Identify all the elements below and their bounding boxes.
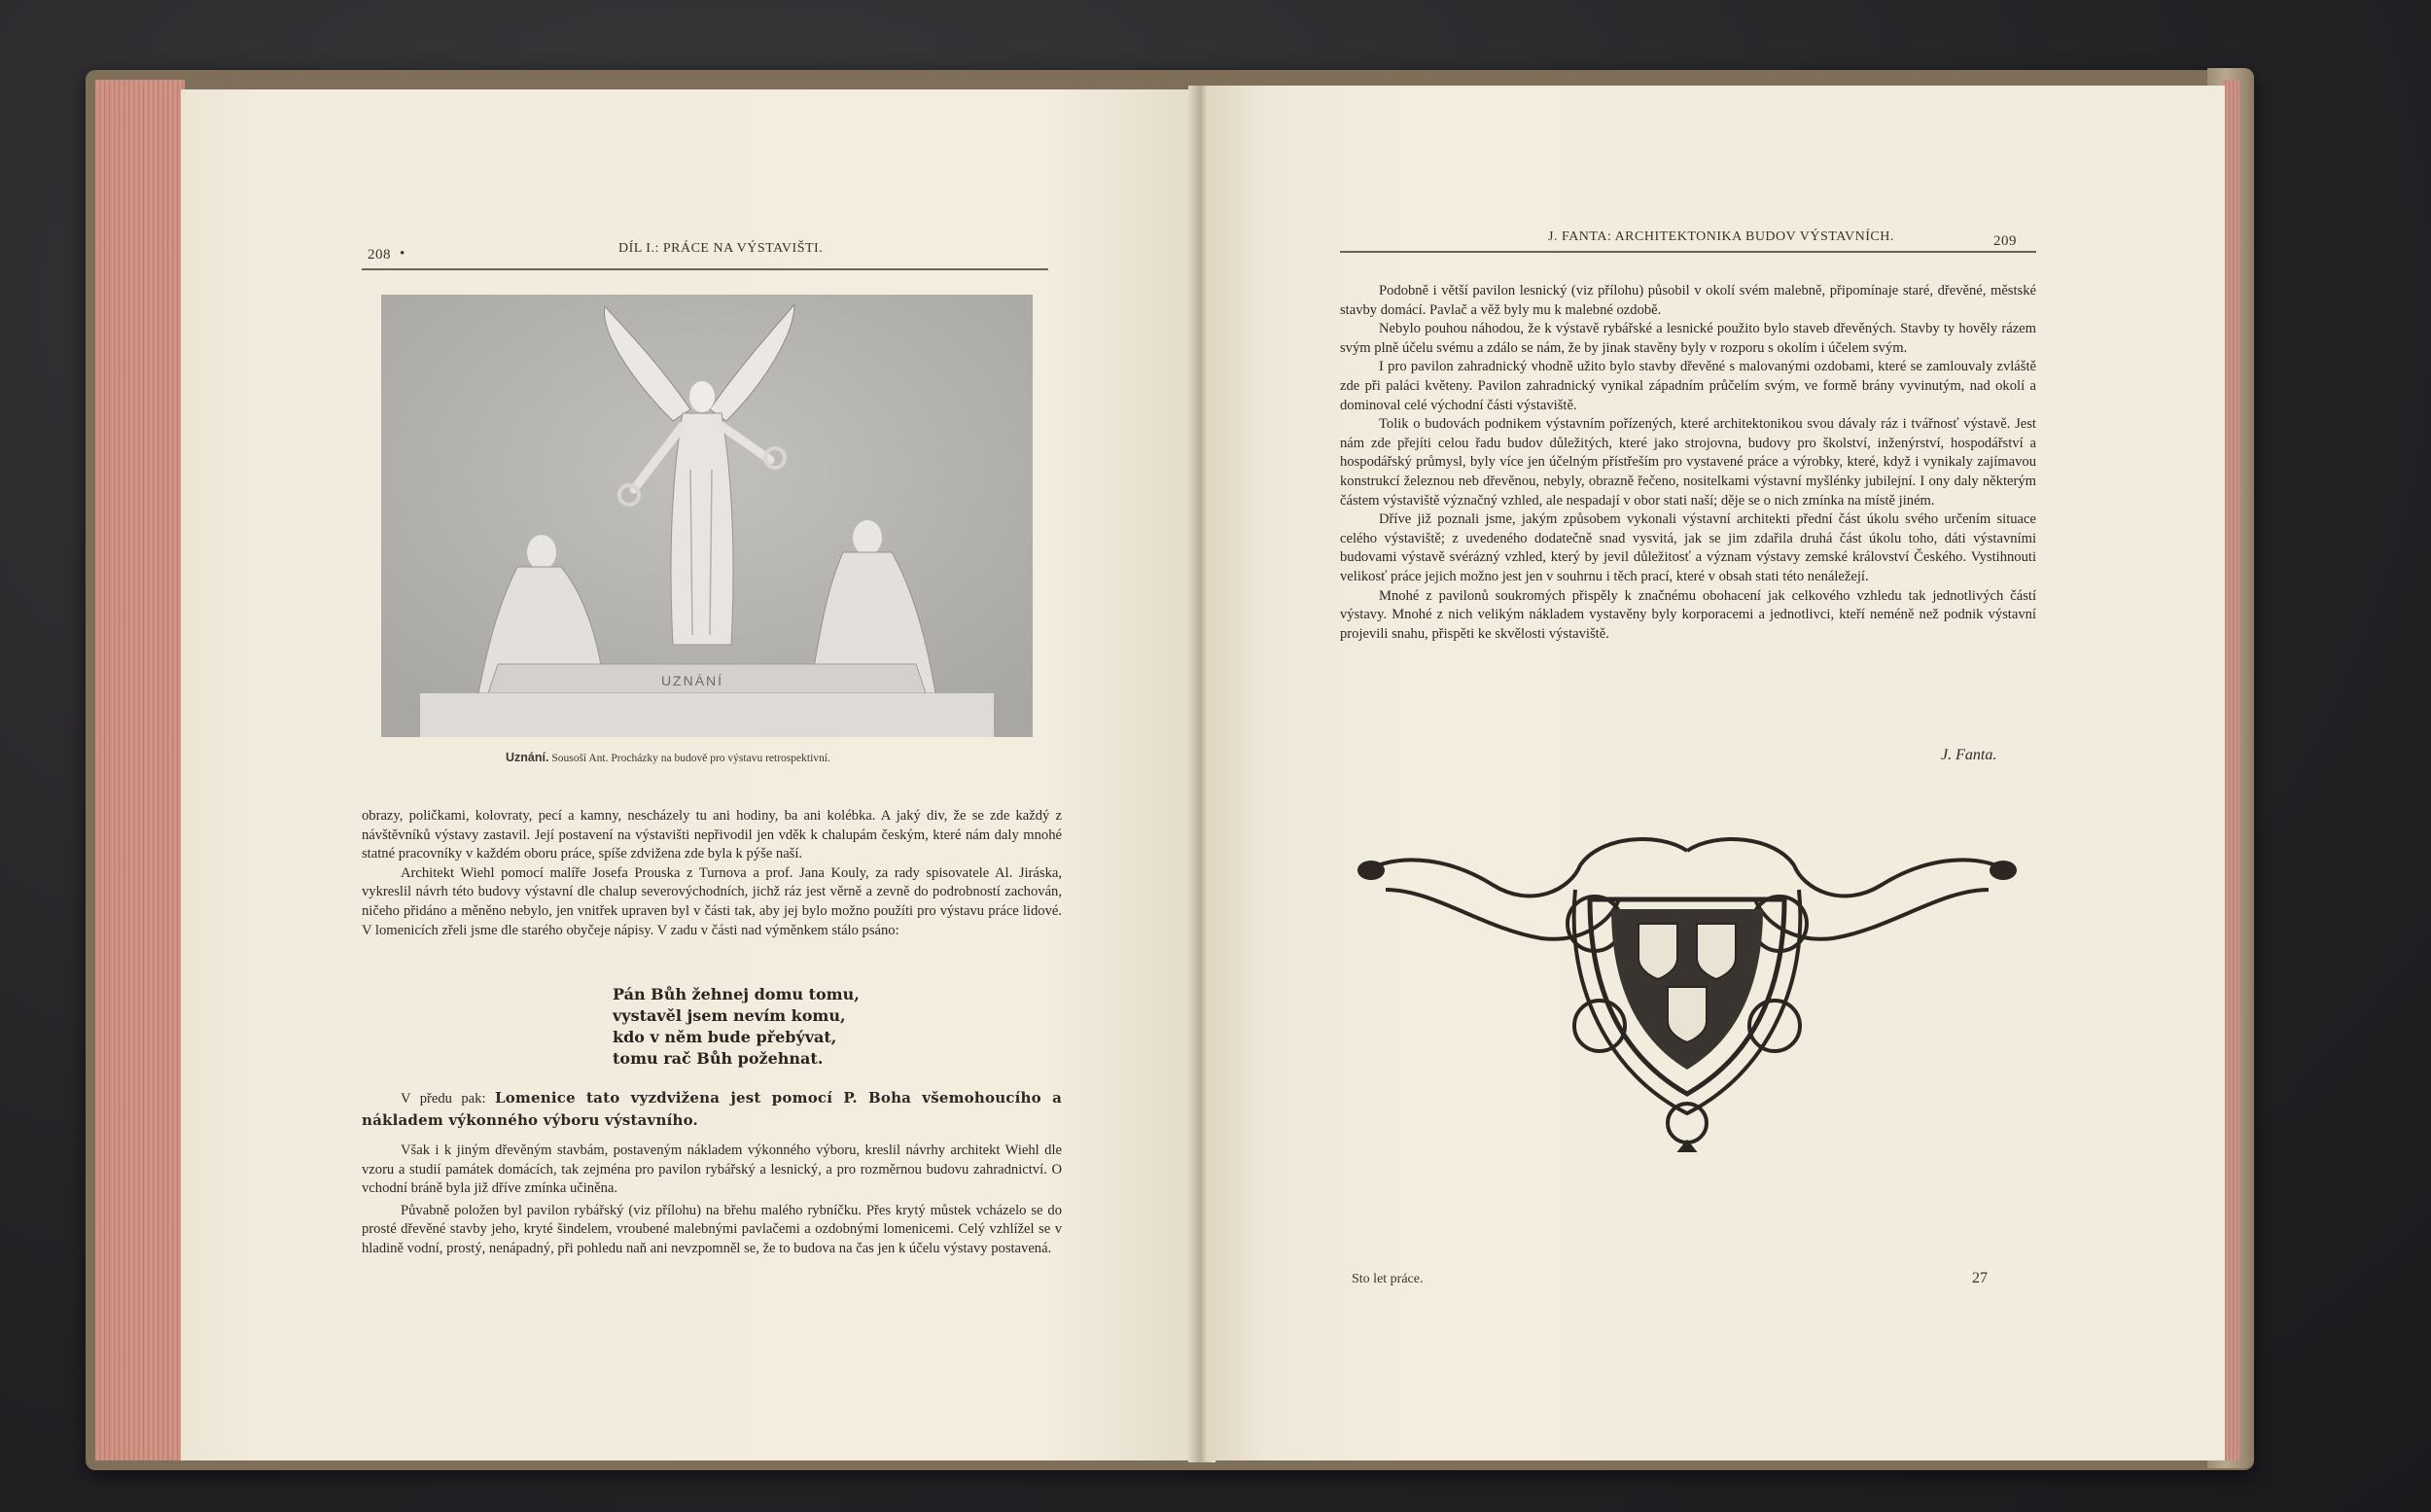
right-paragraph-4: Tolik o budovách podnikem výstavním pořízených, které architektonikou svou dávaly ráz i tvářnosť výstavě. Jest nám zde přejíti celou řadu budov důležitých, které jako strojovna, budovy pro školství, inženýrství, hospodářství a hospodářský průmysl, byly více jen účelným přístřeším pro vystavené práce a výrobky, které, když i vynikaly zajímavou konstrukcí železnou neb dřevěnou, nebyly, obrazně řečeno, nositelkami výstavní myšlénky jubilejní. I ony daly některým částem výstaviště význačný vzhled, ale nespadají v obor stati naší; děje se o nich zmínka na místě jiném. — [1340, 416, 2036, 509]
right-paragraph-5: Dříve již poznali jsme, jakým způsobem vykonali výstavní architekti přední část úkolu svého určením situace celého výstaviště; z uvedeného dodatečně snad vysvitá, jak se jim zdařila druhá část úkolu toho, dáti výstavními budovami výstavě svérázný vzhled, který by jevil důležitosť a význam výstavy zemské království Českého. Vystihnouti velikosť práce jejich možno jest jen v souhrnu i těch prací, které v obsah stati této nenáležejí. — [1340, 511, 2036, 584]
right-paragraph-1: Podobně i větší pavilon lesnický (viz přílohu) působil v okolí svém malebně, připomínaje staré, dřevěné, městské stavby domácí. Pavlač a věž byly mu k malebné ozdobě. — [1340, 283, 2036, 318]
left-header-rule — [362, 268, 1048, 270]
left-text-block-2 — [362, 1142, 1062, 1259]
author-signature: J. Fanta. — [1941, 747, 1997, 763]
left-paragraph-1: obrazy, poličkami, kolovraty, pecí a kamny, nescházely tu ani hodiny, ba ani kolébka. A jaký div, že se zde každý z návštěvníků výstavy zastavil. Její postavení na výstavišti nepřivodil jen vděk k chalupám českým, které nám daly mnohé statné pracovníky v každém oboru práce, spíše zdvižena zde byla k pýše naší. — [362, 808, 1062, 862]
front-lead: V předu pak: — [401, 1091, 486, 1107]
front-inscription-block — [362, 1087, 1062, 1132]
heraldic-ornament — [1347, 831, 2027, 1152]
verse-line-4: tomu rač Bůh požehnat. — [613, 1049, 824, 1068]
right-page-number: 209 — [1993, 233, 2017, 249]
right-running-head: J. FANTA: ARCHITEKTONIKA BUDOV VÝSTAVNÍCH. — [1548, 229, 1894, 244]
left-text-block-1 — [362, 807, 1062, 940]
left-paragraph-4: Půvabně položen byl pavilon rybářský (viz přílohu) na břehu malého rybníčku. Přes krytý můstek vcházelo se do prosté dřevěné stavby jeho, kryté šindelem, vroubené malebnými pavlačemi a ozdobnými lomenicemi. Celý vzhlížel se v hladině vodní, prostý, nenápadný, při pohledu naň ani nevzpomněl se, že to budova na čas jen k účelu výstavy postavená. — [362, 1202, 1062, 1256]
right-paragraph-3: I pro pavilon zahradnický vhodně užito bylo stavby dřevěné s malovanými ozdobami, které se zamlouvaly zvláště zde při paláci květeny. Pavilon zahradnický vynikal západním průčelím svým, ve formě brány vyvinutým, nad okolí a dominoval celé východní části výstaviště. — [1340, 359, 2036, 413]
verse-line-1: Pán Bůh žehnej domu tomu, — [613, 985, 860, 1003]
left-paragraph-3: Však i k jiným dřevěným stavbám, postaveným nákladem výkonného výboru, kreslil návrhy architekt Wiehl dle vzoru a studií památek domácích, tak zejména pro pavilon rybářský a lesnický, a pro rozměrnou budovu zahradnictví. O vchodní bráně byla již dříve zmínka učiněna. — [362, 1143, 1062, 1197]
right-text-block — [1340, 282, 2036, 644]
left-running-head: DÍL I.: PRÁCE NA VÝSTAVIŠTI. — [618, 241, 824, 256]
verse-line-3: kdo v něm bude přebývat, — [613, 1028, 837, 1046]
right-header-rule — [1340, 251, 2036, 253]
right-paragraph-6: Mnohé z pavilonů soukromých přispěly k značnému obohacení jak celkového vzhledu tak jednotlivých částí výstavy. Mnohé z nich velikým nákladem vystavěny byly korporacemi a jednotlivci, kteří neméně než podnik výstavní projevili snahu, přispěti ke skvělosti výstaviště. — [1340, 587, 2036, 642]
gable-verse — [613, 984, 860, 1070]
plinth-inscription: UZNÁNÍ — [660, 673, 724, 688]
right-paragraph-2: Nebylo pouhou náhodou, že k výstavě rybářské a lesnické použito bylo staveb dřevěných. Stavby ty hověly rázem svým plně účelu svému a zdálo se nám, že by jinak stavěny byly v rozporu s okolím i účelem svým. — [1340, 321, 2036, 356]
page-block-edge-left — [95, 80, 185, 1460]
left-paragraph-2: Architekt Wiehl pomocí malíře Josefa Prouska z Turnova a prof. Jana Kouly, za rady spisovatele Al. Jiráska, vykreslil návrh této budovy výstavní dle chalup severovýchodních, jichž ráz jest věrně a zevně do podrobností zachován, ničeho přidáno a měněno nebylo, jen vnitřek upraven byl v části tak, aby jej bylo možno použíti pro výstavu práce lidové. V lomenicích zřeli jsme dle starého obyčeje nápisy. V zadu v části nad výměnkem stálo psáno: — [362, 864, 1062, 938]
sculpture-photograph — [381, 295, 1033, 737]
figure-caption-title: Uznání. — [506, 751, 549, 764]
left-page-bullet: • — [400, 246, 405, 262]
verse-line-2: vystavěl jsem nevím komu, — [613, 1006, 846, 1025]
figure-caption — [506, 751, 830, 764]
front-inscription: Lomenice tato vyzdvižena jest pomocí P. Boha všemohoucího a nákladem výkonného výboru výstavního. — [362, 1089, 1062, 1129]
footer-book-title: Sto let práce. — [1352, 1272, 1424, 1286]
figure-caption-text: Sousoší Ant. Procházky na budově pro výstavu retrospektivní. — [551, 753, 830, 764]
footer-signature-number: 27 — [1972, 1270, 1988, 1286]
left-page-number: 208 — [368, 247, 391, 263]
sculpture-illustration — [381, 295, 1033, 737]
